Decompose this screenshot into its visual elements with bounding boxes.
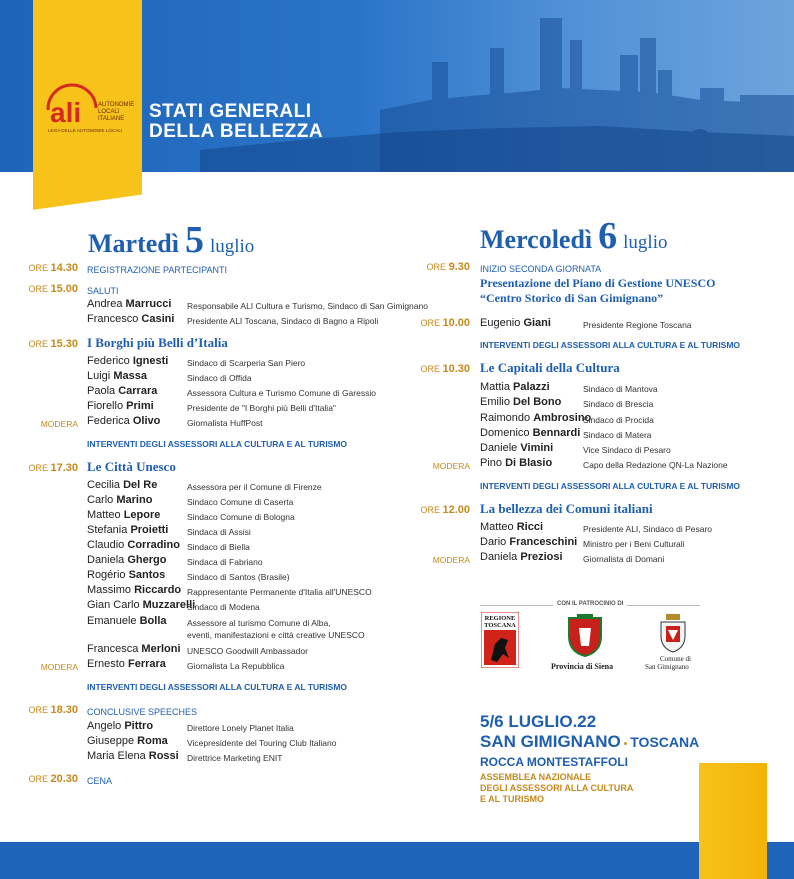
event-place-row (480, 732, 699, 755)
speaker-name: Matteo Ricci (480, 521, 543, 533)
speaker-name: Dario Franceschini (480, 536, 578, 548)
comune-label-line1: Comune di (660, 655, 691, 663)
speaker-name: Claudio Corradino (87, 539, 180, 551)
speaker-name: Cecilia Del Re (87, 479, 158, 491)
speaker-role: Sindaco di Offida (187, 373, 252, 383)
logo-mark: ali (50, 97, 82, 128)
speaker-role-cont: eventi, manifestazioni e città creative UNESCO (187, 630, 365, 640)
assembly-line2: DEGLI ASSESSORI ALLA CULTURA (480, 783, 634, 793)
title-line1: STATI GENERALI (149, 101, 312, 122)
event-place: SAN GIMIGNANO (480, 732, 621, 751)
session-title: La bellezza dei Comuni italiani (480, 501, 653, 516)
speaker-role: UNESCO Goodwill Ambassador (187, 646, 308, 656)
day1-name: Martedì (88, 229, 179, 258)
speaker-role: Assessora Cultura e Turismo Comune di Garessio (187, 388, 376, 398)
speaker-role: Direttore Lonely Planet Italia (187, 723, 294, 733)
speaker-role: Sindaco di Scarperia San Piero (187, 358, 306, 368)
speaker-name: Domenico Bennardi (480, 427, 581, 439)
speaker-name: Daniela Preziosi (480, 551, 563, 563)
time-slot: ORE 17.30 (28, 462, 78, 474)
logo-text3: ITALIANE (98, 116, 125, 122)
speaker-name: Carlo Marino (87, 494, 153, 506)
speaker-role: Assessore al turismo Comune di Alba, (187, 618, 331, 628)
speaker-name: Daniele Vimini (480, 442, 554, 454)
regione-line2: TOSCANA (484, 622, 516, 629)
speaker-name: Angelo Pittro (87, 720, 154, 732)
speaker-name: Massimo Riccardo (87, 584, 182, 596)
slot-label: CONCLUSIVE SPEECHES (87, 707, 198, 717)
event-region: TOSCANA (630, 734, 700, 750)
speaker-name: Emilio Del Bono (480, 396, 562, 408)
time-slot: ORE 12.00 (420, 504, 470, 516)
time-slot: ORE 14.30 (28, 262, 78, 274)
time-slot: ORE 9.30 (426, 261, 470, 273)
speaker-role: Sindaco di Santos (Brasile) (187, 572, 290, 582)
provincia-label: Provincia di Siena (551, 662, 614, 671)
time-slot: ORE 18.30 (28, 704, 78, 716)
speaker-role: Giornalista di Domani (583, 554, 665, 564)
speaker-name: Pino Di Blasio (480, 457, 553, 469)
speaker-name: Matteo Lepore (87, 509, 161, 521)
slot-label: CENA (87, 776, 113, 786)
speaker-role: Presidente Regione Toscana (583, 320, 692, 330)
speaker-role: Sindaco di Mantova (583, 384, 658, 394)
speaker-name: Francesco Casini (87, 313, 175, 325)
speaker-name: Raimondo Ambrosino (480, 412, 592, 424)
day1-title (88, 218, 254, 262)
session-title: Le Capitali della Cultura (480, 360, 620, 375)
speaker-name: Luigi Massa (87, 370, 147, 382)
moderator-label: MODERA (432, 555, 470, 565)
session-title: Presentazione del Piano di Gestione UNESCO (480, 276, 716, 290)
time-slot: ORE 10.30 (420, 363, 470, 375)
day1-num: 5 (184, 219, 204, 261)
speaker-name: Gian Carlo Muzzarelli (87, 599, 196, 611)
speaker-role: Sindaco Comune di Caserta (187, 497, 294, 507)
speaker-name: Maria Elena Rossi (87, 750, 179, 762)
assembly-line3: E AL TURISMO (480, 794, 545, 804)
speaker-role: Capo della Redazione QN-La Nazione (583, 460, 728, 470)
speaker-role: Presidente ALI, Sindaco di Pesaro (583, 524, 712, 534)
speaker-role: Sindaco di Brescia (583, 399, 654, 409)
speaker-role: Assessora per il Comune di Firenze (187, 482, 322, 492)
logo-caption: LEGA DELLE AUTONOMIE LOCALI (48, 128, 123, 133)
day2-title (480, 214, 667, 258)
time-slot: ORE 15.30 (28, 338, 78, 350)
moderator-label: MODERA (432, 461, 470, 471)
separator-dot: • (623, 739, 628, 750)
slot-label: INIZIO SECONDA GIORNATA (480, 264, 602, 274)
event-info (480, 712, 699, 769)
speaker-name: Giuseppe Roma (87, 735, 168, 747)
assembly-line1: ASSEMBLEA NAZIONALE (480, 772, 592, 782)
slot-label: REGISTRAZIONE PARTECIPANTI (87, 265, 228, 275)
yellow-corner-accent (699, 763, 767, 879)
regione-line1: REGIONE (484, 615, 516, 622)
speaker-role: Ministro per i Beni Culturali (583, 539, 685, 549)
speaker-role: Sindaco Comune di Bologna (187, 512, 295, 522)
comune-crest-icon (658, 614, 688, 654)
speaker-role: Sindaco di Modena (187, 602, 260, 612)
time-slot: ORE 10.00 (420, 317, 470, 329)
speaker-name: Eugenio Giani (480, 317, 551, 329)
speaker-name: Francesca Merloni (87, 643, 181, 655)
event-venue: ROCCA MONTESTAFFOLI (480, 755, 628, 769)
logo-text2: LOCALI (98, 109, 120, 115)
slot-label: SALUTI (87, 286, 119, 296)
speaker-role: Sindaca di Fabriano (187, 557, 263, 567)
speaker-role: Vice Sindaco di Pesaro (583, 445, 671, 455)
time-slot: ORE 15.00 (28, 283, 78, 295)
interventi-label: INTERVENTI DEGLI ASSESSORI ALLA CULTURA E AL TURISMO (87, 439, 348, 449)
speaker-name: Daniela Ghergo (87, 554, 167, 566)
time-slot: ORE 20.30 (28, 773, 78, 785)
speaker-role: Direttrice Marketing ENIT (187, 753, 283, 763)
speaker-name: Rogério Santos (87, 569, 166, 581)
moderator-label: MODERA (40, 419, 78, 429)
day2-num: 6 (598, 215, 618, 257)
speaker-role: Presidente de "I Borghi più Belli d'Italia" (187, 403, 336, 413)
speaker-role: Giornalista La Repubblica (187, 661, 285, 671)
interventi-label: INTERVENTI DEGLI ASSESSORI ALLA CULTURA E AL TURISMO (87, 682, 348, 692)
speaker-role: Responsabile ALI Cultura e Turismo, Sindaco di San Gimignano (187, 301, 428, 311)
day2-name: Mercoledì (480, 225, 593, 254)
speaker-role: Sindaco di Procida (583, 415, 654, 425)
day2-month: luglio (623, 232, 668, 253)
moderator-label: MODERA (40, 662, 78, 672)
comune-label-line2: San Gimignano (645, 663, 689, 671)
provincia-siena-crest-icon (565, 612, 605, 658)
speaker-role: Vicepresidente del Touring Club Italiano (187, 738, 337, 748)
speaker-role: Sindaca di Assisi (187, 527, 251, 537)
speaker-name: Federica Olivo (87, 415, 161, 427)
speaker-name: Mattia Palazzi (480, 381, 550, 393)
event-date: 5/6 LUGLIO.22 (480, 712, 597, 731)
footer-bar (0, 842, 794, 879)
session-subtitle: “Centro Storico di San Gimignano” (480, 291, 664, 305)
speaker-role: Presidente ALI Toscana, Sindaco di Bagno a Ripoli (187, 316, 379, 326)
interventi-label: INTERVENTI DEGLI ASSESSORI ALLA CULTURA E AL TURISMO (480, 481, 741, 491)
title-line2: DELLA BELLEZZA (149, 121, 324, 142)
day1-month: luglio (209, 236, 255, 257)
event-title (149, 102, 323, 142)
speaker-role: Giornalista HuffPost (187, 418, 263, 428)
ali-logo (44, 80, 134, 140)
patrocinio-label: CON IL PATROCINIO DI (553, 601, 627, 607)
speaker-name: Emanuele Bolla (87, 615, 167, 627)
interventi-label: INTERVENTI DEGLI ASSESSORI ALLA CULTURA E AL TURISMO (480, 340, 741, 350)
speaker-role: Sindaco di Matera (583, 430, 652, 440)
logo-text1: AUTONOMIE (98, 102, 134, 108)
speaker-name: Federico Ignesti (87, 355, 169, 367)
speaker-name: Stefania Proietti (87, 524, 169, 536)
speaker-name: Paola Carrara (87, 385, 158, 397)
session-title: Le Città Unesco (87, 459, 176, 474)
regione-toscana-logo (481, 612, 519, 668)
speaker-role: Sindaco di Biella (187, 542, 250, 552)
speaker-role: Rappresentante Permanente d'Italia all'UNESCO (187, 587, 372, 597)
session-title: I Borghi più Belli d’Italia (87, 335, 228, 350)
speaker-name: Andrea Marrucci (87, 298, 172, 310)
speaker-name: Fiorello Primi (87, 400, 154, 412)
speaker-name: Ernesto Ferrara (87, 658, 166, 670)
